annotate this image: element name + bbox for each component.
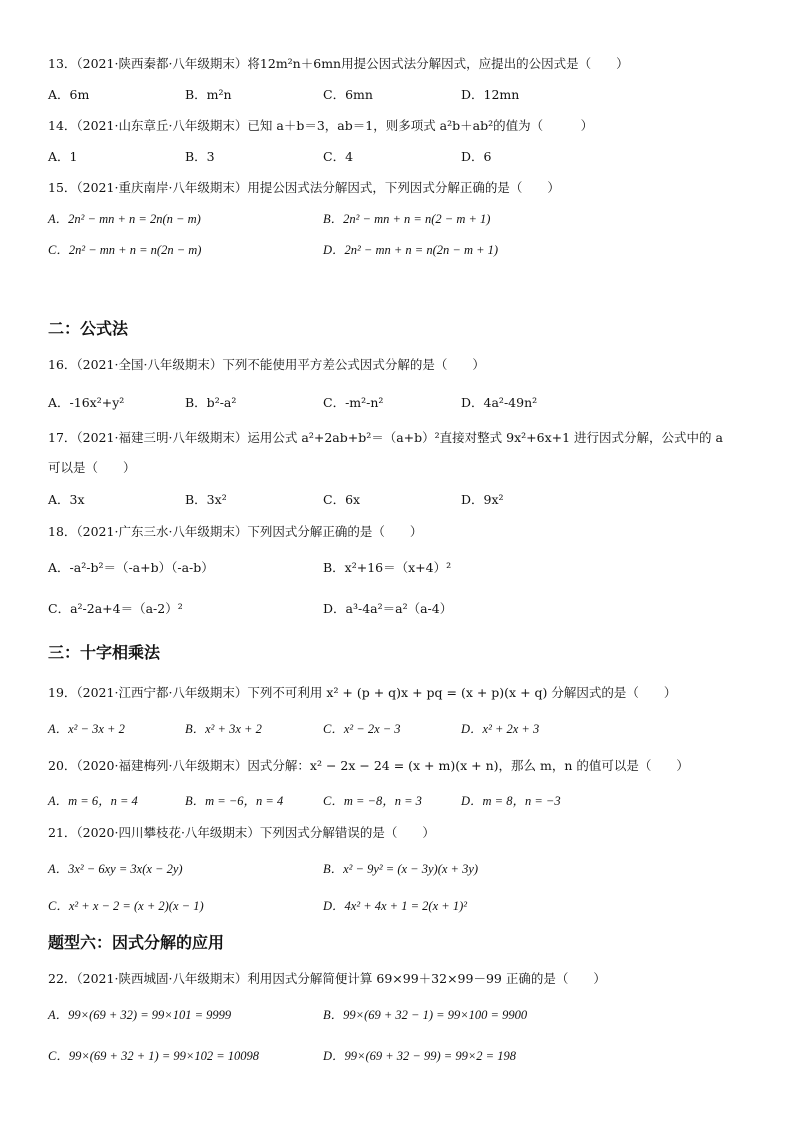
question-21-option-d: D．4x² + 4x + 1 = 2(x + 1)² [323,899,467,913]
question-14-stem: 14．（2021·山东章丘·八年级期末）已知 a＋b＝3，ab＝1，则多项式 a²b＋ab²的值为（ ） [48,118,594,133]
question-19-option-a: A．x² − 3x + 2 [48,722,125,736]
question-21-option-c: C．x² + x − 2 = (x + 2)(x − 1) [48,899,204,913]
question-19-option-b: B．x² + 3x + 2 [185,722,262,736]
question-17-option-d: D．9x² [461,492,504,507]
question-21-option-b: B．x² − 9y² = (x − 3y)(x + 3y) [323,862,479,876]
question-20-option-c: C．m = −8，n = 3 [323,794,422,808]
question-13-option-a: A．6m [48,87,90,102]
question-17-stem-line1: 17．（2021·福建三明·八年级期末）运用公式 a²+2ab+b²＝（a+b）²直接对整式 9x²+6x+1 进行因式分解，公式中的 a [48,430,723,445]
question-22-option-b: B．99×(69 + 32 − 1) = 99×100 = 9900 [323,1008,528,1022]
question-13-stem: 13．（2021·陕西秦都·八年级期末）将12m²n＋6mn用提公因式法分解因式，应提出的公因式是（ ） [48,56,629,71]
question-15-option-c: C．2n² − mn + n = n(2n − m) [48,243,202,257]
question-17-option-c: C．6x [323,492,361,507]
question-17-stem-line2: 可以是（ ） [48,460,136,475]
question-16-option-c: C．-m²-n² [323,395,384,410]
question-19-option-c: C．x² − 2x − 3 [323,722,401,736]
question-16-option-a: A．-16x²+y² [48,395,125,410]
section-heading-cross-multiplication: 三：十字相乘法 [48,643,161,662]
question-19-option-d: D．x² + 2x + 3 [461,722,540,736]
question-19-stem: 19．（2021·江西宁都·八年级期末）下列不可利用 x² + (p + q)x + pq = (x + p)(x + q) 分解因式的是（ ） [48,685,677,700]
question-14-option-c: C．4 [323,149,354,164]
question-17-option-b: B．3x² [185,492,227,507]
question-16-option-d: D．4a²-49n² [461,395,538,410]
question-18-stem: 18．（2021·广东三水·八年级期末）下列因式分解正确的是（ ） [48,524,423,539]
question-18-option-c: C．a²-2a+4＝（a-2）² [48,601,183,616]
question-22-option-c: C．99×(69 + 32 + 1) = 99×102 = 10098 [48,1049,260,1063]
question-17-option-a: A．3x [48,492,85,507]
question-18-option-d: D．a³-4a²＝a²（a-4） [323,601,453,616]
question-18-option-a: A．-a²-b²＝（-a+b）（-a-b） [48,560,214,575]
question-13-option-b: B．m²n [185,87,232,102]
question-22-stem: 22．（2021·陕西城固·八年级期末）利用因式分解简便计算 69×99＋32×99－99 正确的是（ ） [48,971,606,986]
question-15-option-d: D．2n² − mn + n = n(2n − m + 1) [323,243,499,257]
question-21-stem: 21．（2020·四川攀枝花·八年级期末）下列因式分解错误的是（ ） [48,825,435,840]
question-13-option-d: D．12mn [461,87,520,102]
section-heading-formula: 二：公式法 [48,319,129,338]
question-15-option-b: B．2n² − mn + n = n(2 − m + 1) [323,212,491,226]
question-20-option-b: B．m = −6，n = 4 [185,794,284,808]
question-14-option-b: B．3 [185,149,215,164]
question-21-option-a: A．3x² − 6xy = 3x(x − 2y) [48,862,183,876]
question-13-option-c: C．6mn [323,87,373,102]
question-16-stem: 16．（2021·全国·八年级期末）下列不能使用平方差公式因式分解的是（ ） [48,357,485,372]
question-22-option-d: D．99×(69 + 32 − 99) = 99×2 = 198 [323,1049,516,1063]
question-20-option-a: A．m = 6，n = 4 [48,794,138,808]
question-14-option-a: A．1 [48,149,78,164]
question-14-option-d: D．6 [461,149,492,164]
question-20-stem: 20．（2020·福建梅列·八年级期末）因式分解：x² − 2x − 24 = (x + m)(x + n)，那么 m，n 的值可以是（ ） [48,758,689,773]
section-heading-application: 题型六：因式分解的应用 [48,933,225,952]
question-20-option-d: D．m = 8，n = −3 [461,794,561,808]
question-22-option-a: A．99×(69 + 32) = 99×101 = 9999 [48,1008,232,1022]
question-15-option-a: A．2n² − mn + n = 2n(n − m) [48,212,201,226]
question-15-stem: 15．（2021·重庆南岸·八年级期末）用提公因式法分解因式，下列因式分解正确的是（ ） [48,180,560,195]
question-16-option-b: B．b²-a² [185,395,237,410]
question-18-option-b: B．x²+16＝（x+4）² [323,560,452,575]
